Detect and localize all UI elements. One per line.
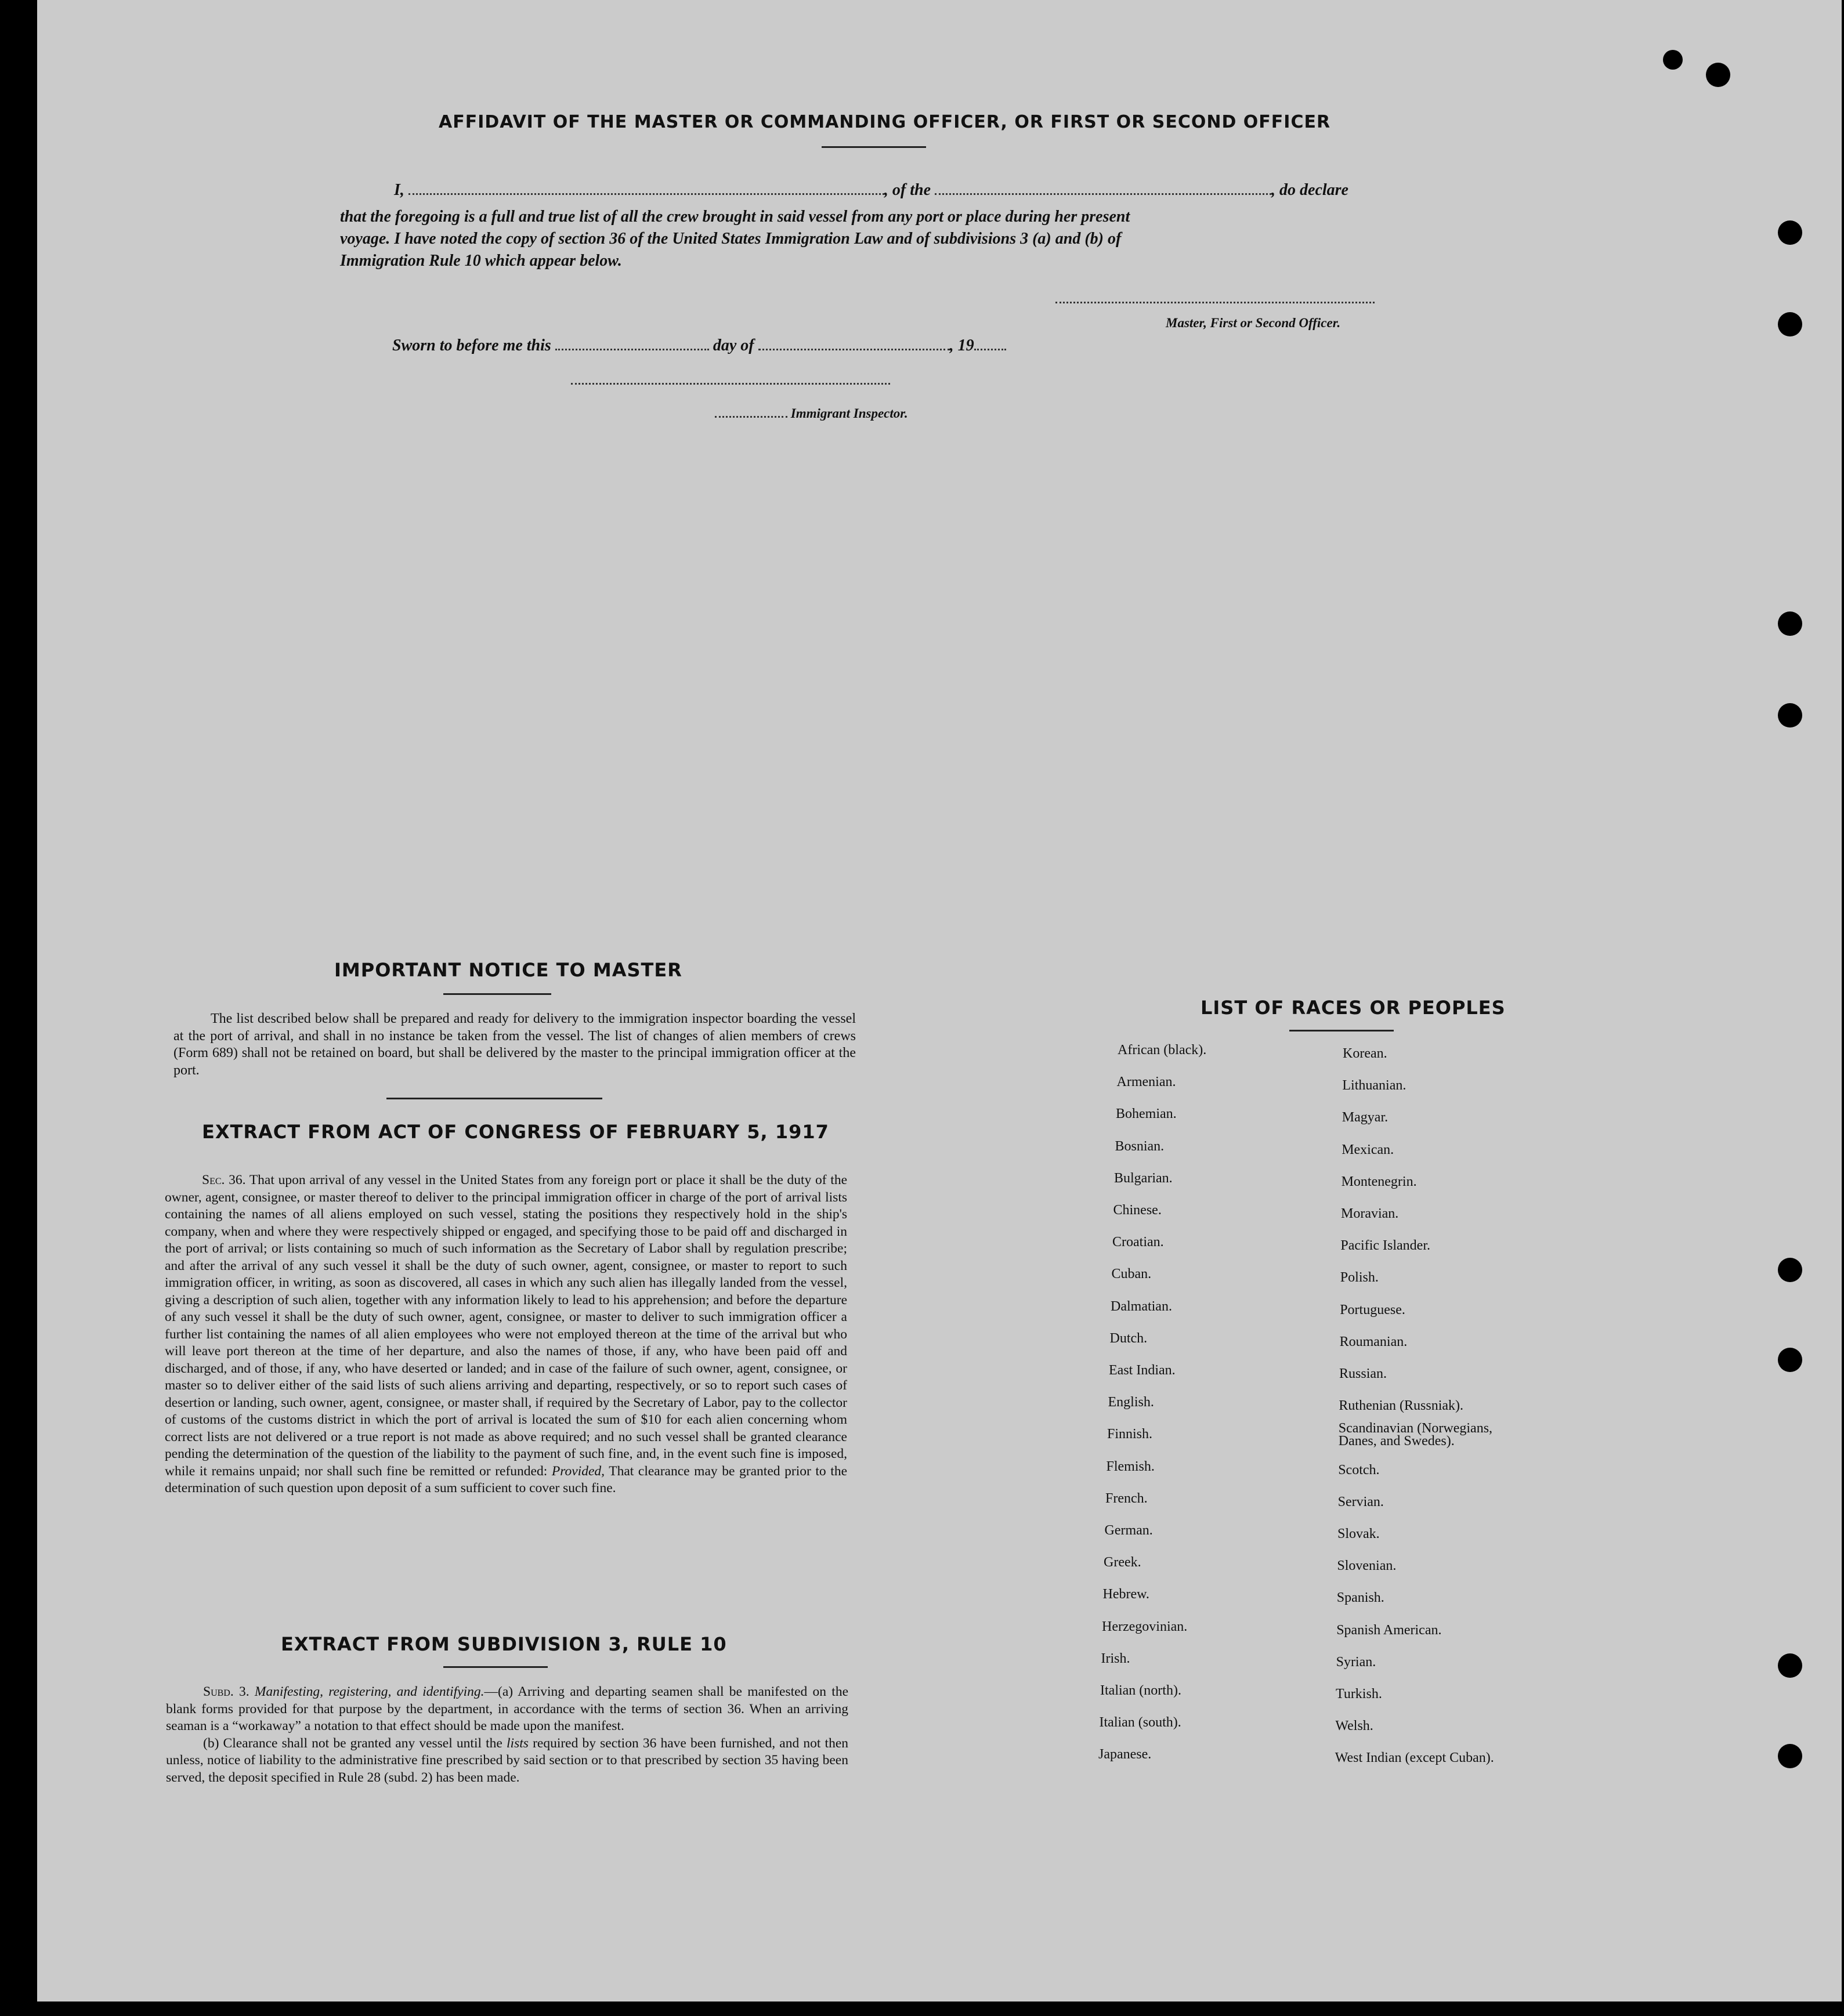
declaration-i: I, xyxy=(394,181,404,199)
race-item: English. xyxy=(1108,1395,1154,1410)
race-item: Lithuanian. xyxy=(1342,1078,1406,1094)
race-item: Spanish American. xyxy=(1336,1622,1442,1638)
notice-paragraph: The list described below shall be prepared and ready for delivery to the immigration inspector boarding the vessel at the port of arrival, and shall in no instance be taken from the vessel. The list of changes of alien members of crews (Form 689) shall not be retained on board, but shall be delivered by the master to the principal immigration officer at the port. xyxy=(173,1011,856,1078)
master-signature-caption: Master, First or Second Officer. xyxy=(1166,316,1341,330)
race-item: Greek. xyxy=(1104,1555,1141,1570)
race-item: Polish. xyxy=(1340,1270,1379,1286)
sworn-prefix: Sworn to before me this xyxy=(392,336,551,354)
subdivision-a-paragraph xyxy=(166,1684,848,1735)
punch-hole xyxy=(1778,1653,1802,1678)
race-item: Finnish. xyxy=(1107,1427,1153,1442)
divider xyxy=(822,146,926,148)
race-item: Slovenian. xyxy=(1337,1558,1397,1574)
race-item: Dalmatian. xyxy=(1111,1298,1172,1314)
race-item: West Indian (except Cuban). xyxy=(1335,1750,1494,1766)
race-item: Portuguese. xyxy=(1340,1302,1405,1318)
master-name-blank xyxy=(408,193,884,195)
race-item: Turkish. xyxy=(1336,1686,1382,1702)
year-blank xyxy=(974,349,1006,350)
race-item: Cuban. xyxy=(1111,1266,1152,1282)
race-item: Slovak. xyxy=(1337,1526,1380,1541)
race-item: Korean. xyxy=(1343,1046,1387,1061)
race-item: African (black). xyxy=(1118,1043,1207,1058)
race-item: Ruthenian (Russniak). xyxy=(1339,1398,1464,1414)
punch-hole xyxy=(1778,1348,1802,1372)
affidavit-title: AFFIDAVIT OF THE MASTER OR COMMANDING OFFICER, OR FIRST OR SECOND OFFICER xyxy=(439,112,1331,132)
punch-hole xyxy=(1778,220,1802,245)
race-item: Syrian. xyxy=(1336,1654,1376,1670)
month-blank xyxy=(758,349,950,350)
lists-word: lists xyxy=(507,1735,529,1751)
race-item: Herzegovinian. xyxy=(1102,1619,1188,1634)
race-item: Bulgarian. xyxy=(1114,1170,1173,1186)
declaration-of-the: , of the xyxy=(884,181,931,199)
inspector-name-blank xyxy=(715,416,787,418)
race-item: Italian (south). xyxy=(1099,1715,1181,1731)
race-item: Bosnian. xyxy=(1115,1138,1165,1154)
punch-hole xyxy=(1778,1744,1802,1768)
race-item: Mexican. xyxy=(1342,1142,1394,1157)
punch-hole xyxy=(1778,703,1802,728)
race-item: Irish. xyxy=(1101,1651,1130,1666)
divider xyxy=(1289,1030,1394,1031)
race-item: French. xyxy=(1105,1490,1148,1506)
notice-title: IMPORTANT NOTICE TO MASTER xyxy=(334,959,682,981)
race-item: Roumanian. xyxy=(1339,1334,1408,1349)
race-item: Spanish. xyxy=(1336,1590,1384,1606)
document-page xyxy=(37,0,1842,2001)
punch-hole xyxy=(1663,50,1683,70)
races-title: LIST OF RACES OR PEOPLES xyxy=(1201,997,1506,1019)
race-item: Bohemian. xyxy=(1116,1106,1177,1122)
affidavit-body-line-3: Immigration Rule 10 which appear below. xyxy=(340,252,622,270)
race-item: Magyar. xyxy=(1342,1110,1389,1125)
inspector-signature-caption: Immigrant Inspector. xyxy=(790,406,908,421)
day-blank xyxy=(555,349,709,350)
race-item: Croatian. xyxy=(1112,1235,1164,1250)
sworn-line xyxy=(392,336,1006,355)
race-item: Italian (north). xyxy=(1100,1683,1181,1698)
divider xyxy=(443,1666,548,1668)
provided-word: Provided, xyxy=(551,1463,605,1479)
affidavit-body-line-2: voyage. I have noted the copy of section 36 of the United States Immigration Law and of subdivisions 3 (a) and (b) of xyxy=(340,230,1122,248)
race-item: Flemish. xyxy=(1106,1458,1155,1474)
race-item: Servian. xyxy=(1337,1494,1384,1510)
punch-hole xyxy=(1706,63,1730,87)
inspector-signature-blank xyxy=(571,383,890,385)
divider xyxy=(386,1098,602,1099)
affidavit-declaration-line xyxy=(394,181,1348,200)
subdivision-b-start: (b) Clearance shall not be granted any vessel until the xyxy=(203,1735,502,1751)
race-item: Welsh. xyxy=(1335,1718,1373,1734)
punch-hole xyxy=(1778,1258,1802,1282)
section-36-paragraph xyxy=(165,1172,847,1497)
subdivision-label: Subd. 3. xyxy=(203,1684,250,1699)
rule-extract-title: EXTRACT FROM SUBDIVISION 3, RULE 10 xyxy=(281,1633,727,1655)
race-item: Moravian. xyxy=(1341,1206,1399,1221)
section-label: Sec. 36. xyxy=(202,1172,246,1188)
race-item: Scandinavian (Norwegians, Danes, and Swedes). xyxy=(1338,1421,1493,1449)
race-item: German. xyxy=(1104,1523,1153,1538)
sworn-year: , 19 xyxy=(949,336,974,354)
act-extract-text xyxy=(165,1172,847,1497)
race-item: East Indian. xyxy=(1109,1363,1176,1378)
act-extract-title: EXTRACT FROM ACT OF CONGRESS OF FEBRUARY 5, 1917 xyxy=(202,1121,829,1143)
race-item: Montenegrin. xyxy=(1341,1174,1417,1189)
race-item: Russian. xyxy=(1339,1366,1387,1381)
race-item: Japanese. xyxy=(1098,1747,1152,1762)
sworn-day-of: day of xyxy=(713,336,754,354)
vessel-name-blank xyxy=(935,193,1271,195)
affidavit-body-line-1: that the foregoing is a full and true list of all the crew brought in said vessel from any port or place during her present xyxy=(340,208,1130,226)
section-36-text: That upon arrival of any vessel in the United States from any foreign port or place it shall be the duty of the owner, agent, consignee, or master thereof to deliver to the principal immigration officer in charge of the port of arrival lists containing the names of all aliens employed on such vessel, stating the positions they respectively hold in the ship's company, when and where they were respectively shipped or engaged, and specifying those to be paid off and discharged in the port of arrival; or lists containing so much of such information as the Secretary of Labor shall by regulation prescribe; and after the arrival of any such vessel it shall be the duty of such owner, agent, consignee, or master to report to such immigration officer, in writing, as soon as discovered, all cases in which any such alien has illegally landed from the vessel, giving a description of such alien, together with any information likely to lead to his apprehension; and before the departure of any such vessel it shall be the duty of such owner, agent, consignee, or master to deliver to such immigration officer a further list containing the names of all alien employees who were not employed thereon at the time of the arrival but who will leave port thereon at the time of her departure, and also the names of those, if any, who have been paid off and discharged, and of those, if any, who have deserted or landed; and in case of the failure of such owner, agent, consignee, or master so to deliver either of the said lists of such aliens arriving and departing, respectively, or so to report such cases of desertion or landing, such owner, agent, consignee, or master shall, if required by the Secretary of Labor, pay to the collector of customs of the customs district in which the port of arrival is located the sum of $10 for each alien concerning whom correct lists are not delivered or a true report is not made as above required; and no such vessel shall be granted clearance pending the determination of the question of the liability to the payment of such fine, and, in the event such fine is imposed, while it remains unpaid; nor shall such fine be remitted or refunded: xyxy=(165,1172,848,1479)
race-item: Scotch. xyxy=(1338,1462,1380,1478)
punch-hole xyxy=(1778,611,1802,636)
subdivision-b-paragraph xyxy=(166,1735,848,1787)
inspector-signature-line xyxy=(715,406,908,421)
race-item: Armenian. xyxy=(1116,1074,1176,1090)
race-item: Dutch. xyxy=(1109,1330,1148,1346)
notice-text xyxy=(173,1011,856,1079)
punch-hole xyxy=(1778,312,1802,336)
race-item: Pacific Islander. xyxy=(1340,1238,1430,1254)
subdivision-a-text: —(a) Arriving and departing seamen shall be manifested on the blank forms provided for that purpose by the department, in accordance with the terms of section 36. When an arriving seaman is a “workaway” a notation to that effect should be made upon the manifest. xyxy=(166,1684,849,1733)
subdivision-topic: Manifesting, registering, and identifying. xyxy=(254,1684,484,1699)
section-36-closing: That clearance may be granted prior to the determination of such question upon deposit of a sum sufficient to cover such fine. xyxy=(165,1463,847,1496)
subdivision-b-end: required by section 36 have been furnished, and not then unless, notice of liability to the administrative fine prescribed by said section or to that prescribed by section 35 having been served, the deposit specified in Rule 28 (subd. 2) has been made. xyxy=(166,1735,848,1785)
rule-extract-text xyxy=(166,1684,848,1786)
race-item: Hebrew. xyxy=(1102,1587,1149,1602)
divider xyxy=(443,993,551,995)
race-item: Chinese. xyxy=(1113,1203,1162,1218)
declaration-do-declare: , do declare xyxy=(1271,181,1348,199)
master-signature-blank xyxy=(1055,302,1375,303)
